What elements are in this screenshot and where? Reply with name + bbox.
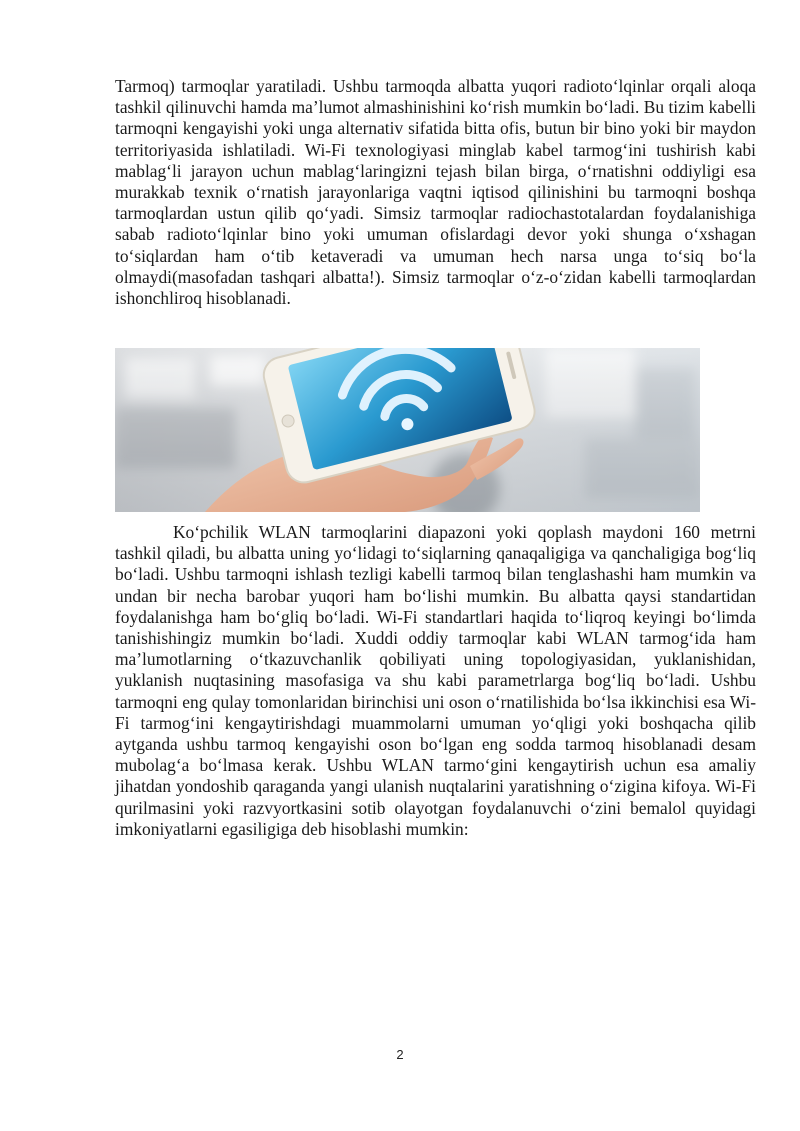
photo-illustration: [115, 348, 700, 512]
paragraph-1: Tarmoq) tarmoqlar yaratiladi. Ushbu tarmoqda albatta yuqori radioto‘lqinlar orqali aloqa tashkil qilinuvchi hamda ma’lumot almashinishini ko‘rish mumkin bo‘ladi. Bu tizim kabelli tarmoqni kengayishi yoki unga alternativ sifatida bitta ofis, butun bir bino yoki bir maydon territoriyasida ishlatiladi. Wi-Fi texnologiyasi minglab kabel tarmog‘ini tushirish kabi mablag‘li jarayon uchun mablag‘laringizni tejash bilan birga, o‘rnatishni oddiyligi esa murakkab texnik o‘rnatish jarayonlariga vaqtni iqtisod qilinishini bu tarmoqni boshqa tarmoqlardan ustun qilib qo‘yadi. Simsiz tarmoqlar radiochastotalardan foydalanishiga sabab radioto‘lqinlar bino yoki umuman ofislardagi devor yoki shunga o‘xshagan to‘siqlardan ham o‘tib ketaveradi va umuman hech narsa unga to‘siq bo‘la olmaydi(masofadan tashqari albatta!). Simsiz tarmoqlar o‘z-o‘zidan kabelli tarmoqlardan ishonchliroq hisoblanadi.: [115, 76, 756, 309]
smartphone-wifi-photo: [115, 348, 700, 512]
paragraph-2: Ko‘pchilik WLAN tarmoqlarini diapazoni yoki qoplash maydoni 160 metrni tashkil qiladi, bu albatta uning yo‘lidagi to‘siqlarning qanaqaligiga va qanchaligiga bog‘liq bo‘ladi. Ushbu tarmoqni ishlash tezligi kabelli tarmoq bilan tenglashashi ham mumkin va undan bir necha barobar yuqori ham bo‘lishi mumkin. Bu albatta qaysi standartidan foydalanishga ham bo‘gliq bo‘ladi. Wi-Fi standartlari haqida to‘liqroq keyingi bo‘limda tanishishingiz mumkin bo‘ladi. Xuddi oddiy tarmoqlar kabi WLAN tarmog‘ida ham ma’lumotlarning o‘tkazuvchanlik qobiliyati uning topologiyasidan, yuklanishidan, yuklanish nuqtasining masofasiga va shu kabi parametrlarga bog‘liq bo‘ladi. Ushbu tarmoqni eng qulay tomonlaridan birinchisi uni oson o‘rnatilishida bo‘lsa ikkinchisi esa Wi-Fi tarmog‘ini kengaytirishdagi muammolarni umuman yo‘qligi yoki boshqacha qilib aytganda ushbu tarmoq kengayishi oson bo‘lgan eng sodda tarmoq hisoblanadi desam mubolag‘a bo‘lmasa kerak. Ushbu WLAN tarmo‘gini kengaytirish uchun esa amaliy jihatdan yondoshib qaraganda yangi ulanish nuqtalarini yaratishning o‘zigina kifoya. Wi-Fi qurilmasini yoki razvyortkasini sotib olayotgan foydalanuvchi o‘zini bemalol quyidagi imkoniyatlarni egasiligiga deb hisoblashi mumkin:: [115, 522, 756, 839]
page-number: 2: [396, 1047, 404, 1062]
